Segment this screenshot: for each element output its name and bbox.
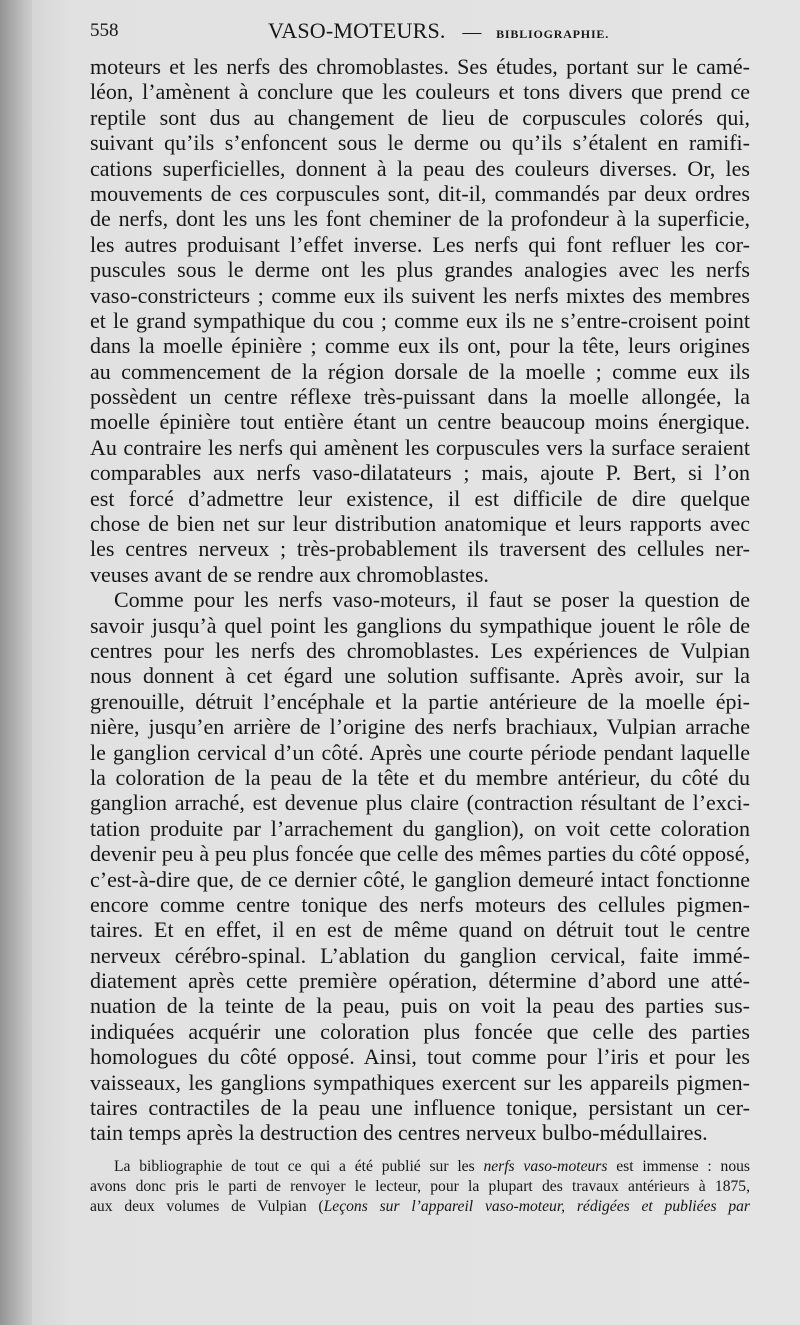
body-line: et le grand sympathique du cou ; comme eux ils ne s’entre-croisent point (90, 307, 750, 333)
body-line: la coloration de la peau de la tête et du membre antérieur, du côté du (90, 764, 750, 790)
body-line: grenouille, détruit l’encéphale et la partie antérieure de la moelle épi- (90, 688, 750, 714)
body-line: moelle épinière tout entière étant un centre beaucoup moins énergique. (90, 409, 750, 435)
page-header (90, 16, 750, 46)
footnote-text: La bibliographie de tout ce qui a été publié sur les (114, 1158, 484, 1175)
running-title (268, 16, 609, 49)
binding-gutter-shadow (0, 0, 32, 1325)
body-line: centres pour les nerfs des chromoblastes. Les expériences de Vulpian (90, 637, 750, 663)
body-line: chose de bien net sur leur distribution anatomique et leurs rapports avec (90, 511, 750, 537)
main-body-text (90, 54, 750, 1146)
body-line: est forcé d’admettre leur existence, il est difficile de dire quelque (90, 485, 750, 511)
footnote-line (90, 1157, 750, 1177)
body-line: dans la moelle épinière ; comme eux ils ont, pour la tête, leurs origines (90, 333, 750, 359)
footnote-emphasis: nerfs vaso-moteurs (483, 1158, 608, 1175)
body-line: veuses avant de se rendre aux chromoblastes. (90, 561, 489, 587)
body-line: moteurs et les nerfs des chromoblastes. Ses études, portant sur le camé- (90, 54, 750, 79)
body-line: vaisseaux, les ganglions sympathiques exercent sur les appareils pigmen- (90, 1069, 750, 1095)
body-line: taires. Et en effet, il en est de même quand on détruit tout le centre (90, 917, 750, 943)
body-line: au commencement de la région dorsale de la moelle ; comme eux ils (90, 358, 750, 384)
footnote-line: avons donc pris le parti de renvoyer le lecteur, pour la plupart des travaux antérieurs à 1875, (90, 1178, 750, 1195)
bibliography-footnote (90, 1157, 750, 1217)
body-line: reptile sont dus au changement de lieu de corpuscules colorés qui, (90, 104, 750, 130)
body-line: tain temps après la destruction des centres nerveux bulbo-médullaires. (90, 1120, 708, 1146)
body-line: tation produite par l’arrachement du ganglion), on voit cette coloration (90, 815, 750, 841)
body-line: léon, l’amènent à conclure que les couleurs et tons divers que prend ce (90, 79, 750, 105)
body-line: nerveux cérébro-spinal. L’ablation du ganglion cervical, faite immé- (90, 942, 750, 968)
body-line: savoir jusqu’à quel point les ganglions du sympathique jouent le rôle de (90, 612, 750, 638)
footnote-emphasis: Leçons sur l’appareil vaso-moteur, rédigées et publiées par (323, 1198, 750, 1215)
body-line: devenir peu à peu plus foncée que celle des mêmes parties du côté opposé, (90, 841, 750, 867)
body-line: c’est-à-dire que, de ce dernier côté, le ganglion demeuré intact fonctionne (90, 866, 750, 892)
running-title-separator: — (462, 22, 482, 43)
body-line: vaso-constricteurs ; comme eux ils suivent les nerfs mixtes des membres (90, 282, 750, 308)
body-line: ganglion arraché, est devenue plus claire (contraction résultant de l’exci- (90, 790, 750, 816)
body-line: nuation de la teinte de la peau, puis on voit la peau des parties sus- (90, 993, 750, 1019)
body-line: nous donnent à cet égard une solution suffisante. Après avoir, sur la (90, 663, 750, 689)
body-line: homologues du côté opposé. Ainsi, tout comme pour l’iris et pour les (90, 1044, 750, 1070)
body-line: suivant qu’ils s’enfoncent sous le derme ou qu’ils s’étalent en ramifi- (90, 130, 750, 156)
body-line: Au contraire les nerfs qui amènent les corpuscules vers la surface seraient (90, 434, 750, 460)
body-line: Comme pour les nerfs vaso-moteurs, il faut se poser la question de (114, 587, 750, 613)
footnote-text: aux deux volumes de Vulpian ( (90, 1198, 324, 1215)
body-line: indiquées acquérir une coloration plus foncée que celle des parties (90, 1018, 750, 1044)
body-line: possèdent un centre réflexe très-puissant dans la moelle allongée, la (90, 384, 750, 410)
body-line: diatement après cette première opération, détermine d’abord une atté- (90, 968, 750, 994)
body-line: le ganglion cervical d’un côté. Après une courte période pendant laquelle (90, 739, 750, 765)
body-line: cations superficielles, donnent à la peau des couleurs diverses. Or, les (90, 155, 750, 181)
body-line: taires contractiles de la peau une influence tonique, persistant un cer- (90, 1095, 750, 1121)
footnote-line (90, 1197, 750, 1217)
body-line: comparables aux nerfs vaso-dilatateurs ; mais, ajoute P. Bert, si l’on (90, 460, 750, 486)
footnote-separator (90, 1140, 750, 1141)
body-line: les autres produisant l’effet inverse. Les nerfs qui font refluer les cor- (90, 231, 750, 257)
page-number: 558 (90, 20, 119, 41)
body-line: mouvements de ces corpuscules sont, dit-il, commandés par deux ordres (90, 180, 750, 206)
body-line: de nerfs, dont les uns les font cheminer de la profondeur à la superficie, (90, 206, 750, 232)
body-line: les centres nerveux ; très-probablement ils traversent des cellules ner- (90, 536, 750, 562)
body-line: nière, jusqu’en arrière de l’origine des nerfs brachiaux, Vulpian arrache (90, 714, 750, 740)
footnote-text: est immense : nous (607, 1158, 750, 1175)
body-line: puscules sous le derme ont les plus grandes analogies avec les nerfs (90, 257, 750, 283)
running-title-main: VASO-MOTEURS. (268, 18, 446, 43)
running-title-section: BIBLIOGRAPHIE. (496, 27, 610, 41)
body-line: encore comme centre tonique des nerfs moteurs des cellules pigmen- (90, 891, 750, 917)
